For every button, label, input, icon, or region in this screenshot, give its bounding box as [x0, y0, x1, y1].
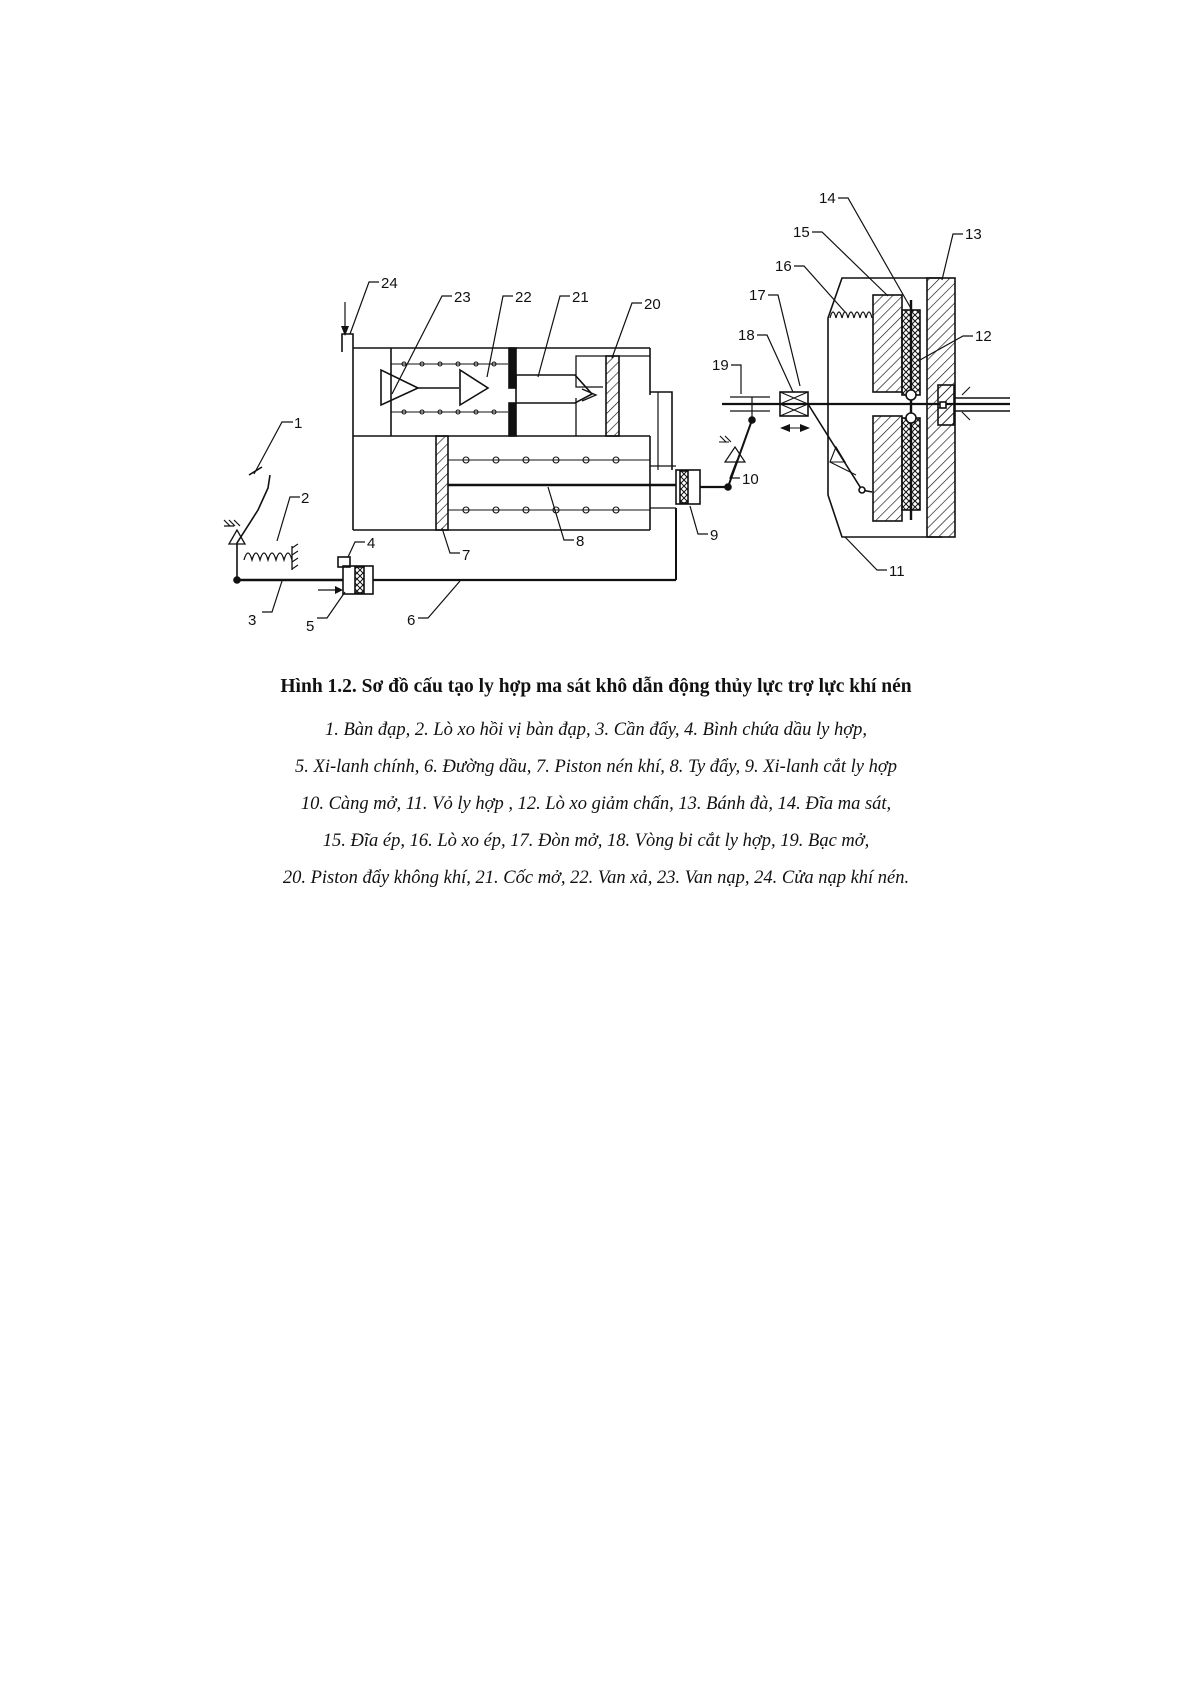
callout-13: 13	[965, 226, 982, 243]
pressure-spring	[830, 312, 872, 318]
callout-11: 11	[889, 563, 905, 580]
callout-21: 21	[572, 289, 589, 306]
legend-line-2: 5. Xi-lanh chính, 6. Đường dầu, 7. Piston nén khí, 8. Ty đẩy, 9. Xi-lanh cắt ly hợp	[295, 757, 897, 777]
flywheel	[927, 278, 1010, 537]
callout-2: 2	[301, 490, 310, 507]
callout-15: 15	[793, 224, 810, 241]
legend-line-3: 10. Càng mở, 11. Vỏ ly hợp , 12. Lò xo giảm chấn, 13. Bánh đà, 14. Đĩa ma sát,	[300, 794, 892, 814]
pedal	[224, 467, 270, 580]
compression-piston	[436, 436, 448, 530]
callout-1: 1	[294, 415, 303, 432]
callout-5: 5	[306, 618, 315, 635]
friction-disc	[902, 300, 920, 520]
slave-cylinder	[650, 466, 731, 508]
diaphragm	[509, 348, 516, 436]
callout-18: 18	[738, 327, 755, 344]
legend-line-5: 20. Piston đẩy không khí, 21. Cốc mở, 22. Van xả, 23. Van nạp, 24. Cửa nạp khí nén.	[282, 868, 910, 888]
callout-22: 22	[515, 289, 532, 306]
push-rod	[234, 577, 343, 594]
callout-16: 16	[775, 258, 792, 275]
pressure-plate	[873, 295, 902, 521]
callout-12: 12	[975, 328, 992, 345]
inlet-valve	[381, 370, 459, 405]
callout-8: 8	[576, 533, 585, 550]
pedal-return-spring	[244, 544, 298, 570]
master-cylinder	[343, 566, 373, 594]
callout-7: 7	[462, 547, 471, 564]
callout-23: 23	[454, 289, 471, 306]
callout-4: 4	[367, 535, 376, 552]
booster-body	[341, 302, 672, 530]
callout-9: 9	[710, 527, 719, 544]
callout-6: 6	[407, 612, 416, 629]
release-lever	[808, 404, 872, 493]
legend-line-1: 1. Bàn đạp, 2. Lò xo hồi vị bàn đạp, 3. Cần đẩy, 4. Bình chứa dầu ly hợp,	[324, 720, 868, 740]
callout-17: 17	[749, 287, 766, 304]
exhaust-valve	[460, 370, 488, 405]
callout-10: 10	[742, 471, 759, 488]
callout-20: 20	[644, 296, 661, 313]
callout-3: 3	[248, 612, 257, 629]
clutch-diagram	[0, 0, 1192, 680]
legend-line-4: 15. Đĩa ép, 16. Lò xo ép, 17. Đòn mở, 18. Vòng bi cắt ly hợp, 19. Bạc mở,	[322, 831, 870, 851]
release-cup	[516, 375, 596, 403]
callout-24: 24	[381, 275, 398, 292]
figure-title: Hình 1.2. Sơ đồ cấu tạo ly hợp ma sát khô dẫn động thủy lực trợ lực khí nén	[280, 676, 912, 697]
callout-19: 19	[712, 357, 729, 374]
release-bearing	[780, 392, 810, 432]
callout-14: 14	[819, 190, 836, 207]
